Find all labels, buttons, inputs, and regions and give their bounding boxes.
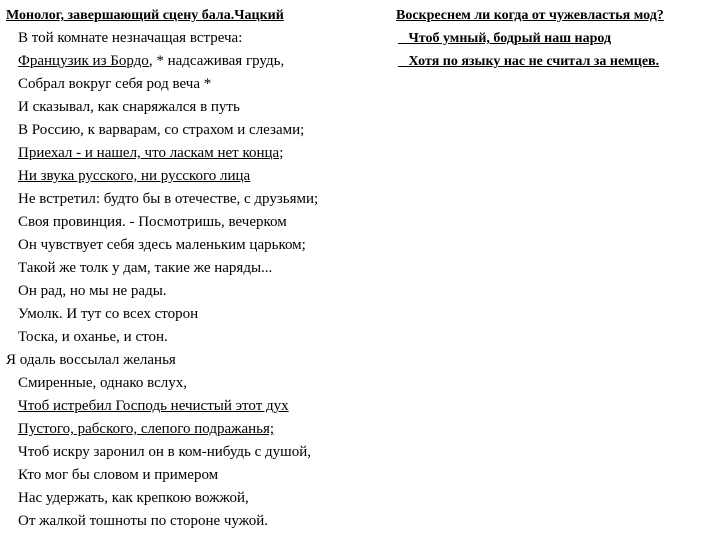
quote-line-1: Воскреснем ли когда от чужевластья мод? xyxy=(396,8,664,23)
poem-line xyxy=(6,326,386,349)
poem-line-text: И сказывал, как снаряжался в путь xyxy=(18,99,240,115)
poem-line xyxy=(6,142,386,165)
poem-line xyxy=(6,510,386,533)
poem-line-text: В Россию, к варварам, со страхом и слезами; xyxy=(18,122,305,138)
poem-line-text: От жалкой тошноты по стороне чужой. xyxy=(18,513,269,529)
poem-line-text: Кто мог бы словом и примером xyxy=(18,467,219,483)
poem-line xyxy=(6,280,386,303)
poem-line xyxy=(6,464,386,487)
poem-line xyxy=(6,96,386,119)
poem-line-text: Он рад, но мы не рады. xyxy=(18,283,167,299)
poem-line xyxy=(6,234,386,257)
poem-line-text: Не встретил: будто бы в отечестве, с друзьями; xyxy=(18,191,319,207)
poem-line-text: Чтоб искру заронил он в ком-нибудь с душой, xyxy=(18,444,311,460)
poem-line xyxy=(6,257,386,280)
poem-line-underlined: Пустого, рабского, слепого подражанья; xyxy=(18,421,275,437)
poem-line xyxy=(6,372,386,395)
poem-line-tail: ; xyxy=(279,145,284,161)
quote-line-3-text: Хотя по языку нас не считал за немцев. xyxy=(408,54,660,69)
poem-line-underlined: Приехал - и нашел, что ласкам нет конца xyxy=(18,145,280,161)
quote-line-2 xyxy=(396,27,718,50)
poem-line xyxy=(6,165,386,188)
quote-line-3 xyxy=(396,50,718,73)
poem-line xyxy=(6,27,386,50)
monologue-column xyxy=(6,4,386,533)
poem-line xyxy=(6,441,386,464)
poem-line-tail: , * надсаживая грудь, xyxy=(148,53,285,69)
quote-line-2-text: Чтоб умный, бодрый наш народ xyxy=(408,31,612,46)
poem-line xyxy=(6,303,386,326)
poem-line xyxy=(6,50,386,73)
poem-line xyxy=(6,73,386,96)
monologue-lines xyxy=(6,27,386,533)
quote-column xyxy=(396,4,718,73)
poem-line-text: Я одаль воссылал желанья xyxy=(6,352,176,368)
poem-line xyxy=(6,395,386,418)
poem-line xyxy=(6,211,386,234)
poem-line-text: Тоска, и оханье, и стон. xyxy=(18,329,168,345)
poem-line xyxy=(6,119,386,142)
poem-line-text: Умолк. И тут со всех сторон xyxy=(18,306,199,322)
poem-line-text: Собрал вокруг себя род веча * xyxy=(18,76,212,92)
poem-line-text: Такой же толк у дам, такие же наряды... xyxy=(18,260,273,276)
poem-line-text: Он чувствует себя здесь маленьким царьком; xyxy=(18,237,306,253)
poem-line-text: В той комнате незначащая встреча: xyxy=(18,30,243,46)
monologue-title: Монолог, завершающий сцену бала.Чацкий xyxy=(6,8,284,23)
poem-line-underlined: Чтоб истребил Господь нечистый этот дух xyxy=(18,398,289,414)
poem-line-underlined: Ни звука русского, ни русского лица xyxy=(18,168,251,184)
poem-line xyxy=(6,188,386,211)
poem-line-underlined: Французик из Бордо xyxy=(18,53,149,69)
poem-line-text: Смиренные, однако вслух, xyxy=(18,375,188,391)
poem-line-text: Нас удержать, как крепкою вожжой, xyxy=(18,490,249,506)
poem-line-text: Своя провинция. - Посмотришь, вечерком xyxy=(18,214,287,230)
poem-line xyxy=(6,349,386,372)
poem-line xyxy=(6,418,386,441)
poem-line xyxy=(6,487,386,510)
